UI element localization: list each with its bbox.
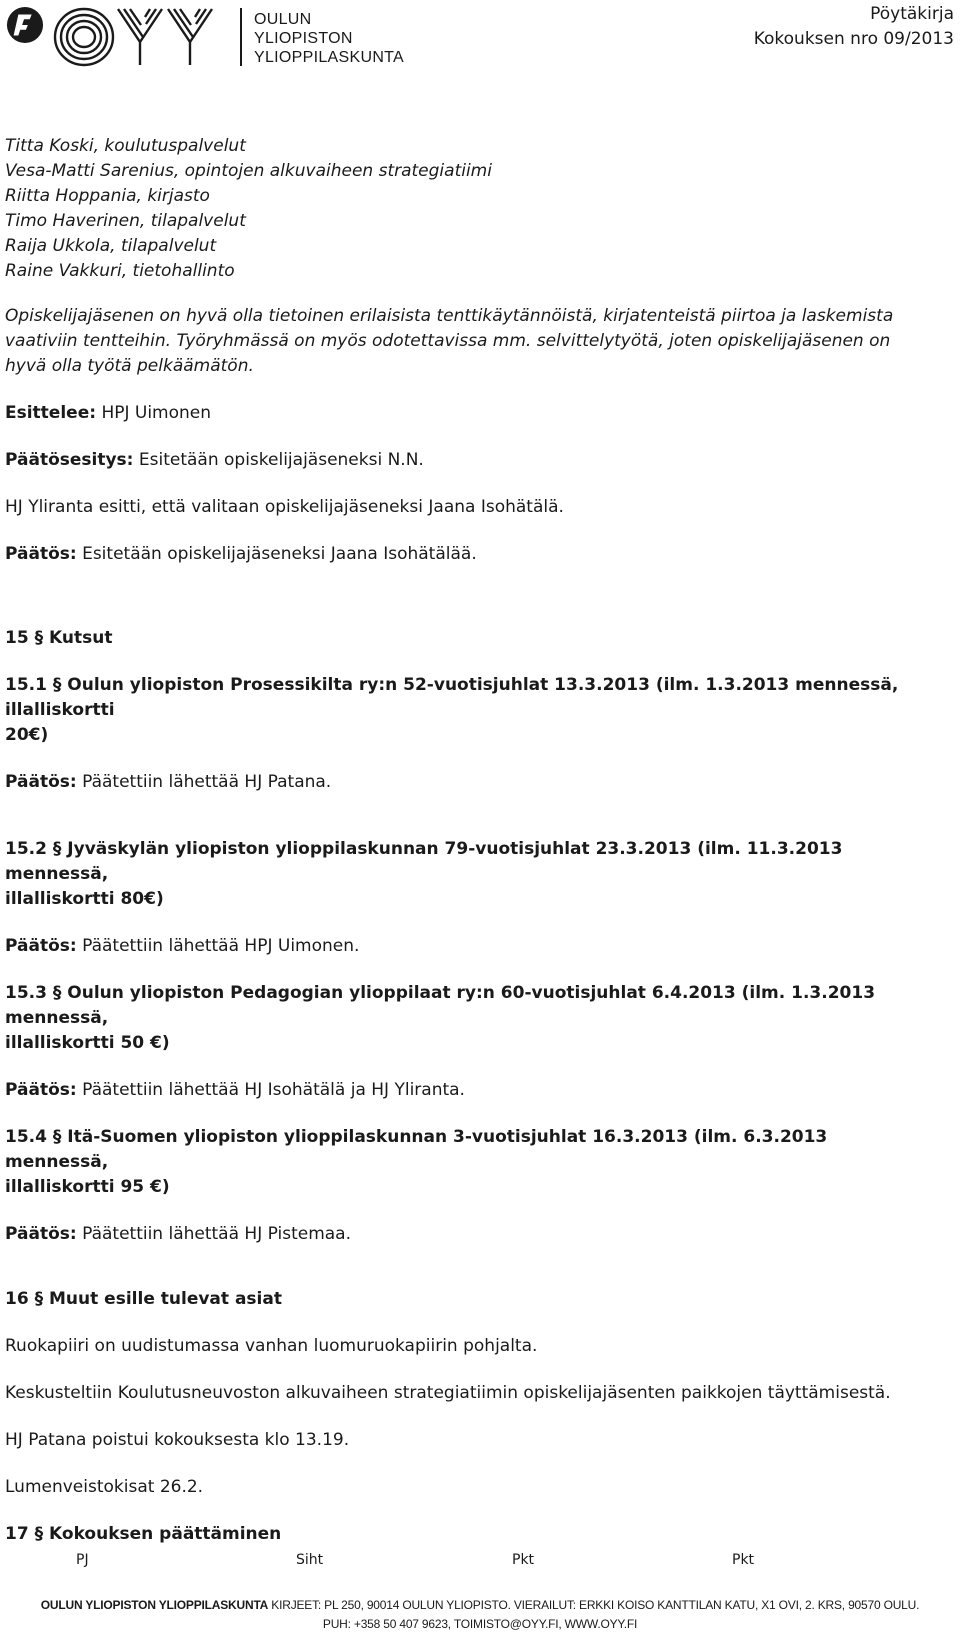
section-title: Kutsut [49, 628, 113, 648]
footer-org: OULUN YLIOPISTON YLIOPPILASKUNTA [40, 1598, 269, 1612]
member-name: Riitta Hoppania, kirjasto [5, 186, 210, 206]
section-number: 15 [5, 628, 29, 648]
item-number: 15.1 [5, 675, 47, 695]
member-name: Timo Haverinen, tilapalvelut [5, 211, 246, 231]
decision-label: Päätös: [5, 772, 77, 792]
oyy-wordmark-icon [52, 6, 228, 68]
logo-divider [240, 8, 242, 66]
signature-label: Pkt [512, 1552, 535, 1568]
member-name: Raine Vakkuri, tietohallinto [5, 261, 235, 281]
presenter-line [5, 401, 915, 426]
signature-label: Pkt [732, 1552, 755, 1568]
section-sign-icon: § [34, 628, 44, 648]
page-footer [0, 1596, 960, 1634]
section-number: 17 [5, 1524, 29, 1544]
document-header [754, 2, 954, 52]
item-heading [5, 981, 915, 1056]
proposal-label: Päätösesitys: [5, 450, 134, 470]
student-member-note: Opiskelijajäsenen on hyvä olla tietoinen erilaisista tenttikäytännöistä, kirjatenteistä piirtoa ja laskemista vaativiin tentteihin. Työryhmässä on myös odotettavissa mm. selvittelytyötä, joten opiskelijajäsenen on hyvä olla työtä pelkäämätön. [5, 306, 894, 376]
logo [6, 6, 404, 68]
presenter-label: Esittelee: [5, 403, 97, 423]
item-title: Oulun yliopiston Pedagogian ylioppilaat ry:n 60-vuotisjuhlat 6.4.2013 (ilm. 1.3.2013 mennessä, [5, 983, 876, 1028]
member-name: Raija Ukkola, tilapalvelut [5, 236, 217, 256]
decision-line [5, 770, 915, 795]
item-title-continued: 20€) [5, 725, 49, 745]
footer-address: KIRJEET: PL 250, 90014 OULUN YLIOPISTO. VIERAILUT: ERKKI KOISO KANTTILAN KATU, X1 OVI, 2. KRS, 90570 OULU. [271, 1598, 920, 1612]
paragraph: Keskusteltiin Koulutusneuvoston alkuvaiheen strategiatiimin opiskelijajäsenten paikkojen täyttämisestä. [5, 1383, 891, 1403]
decision-label: Päätös: [5, 1224, 77, 1244]
oulu-emblem-icon [6, 6, 44, 44]
decision-label: Päätös: [5, 1080, 77, 1100]
decision-line [5, 934, 915, 959]
item-title-continued: illalliskortti 95 €) [5, 1177, 170, 1197]
section-sign-icon: § [52, 839, 62, 859]
section-sign-icon: § [52, 983, 62, 1003]
decision-label: Päätös: [5, 544, 77, 564]
document-type: Pöytäkirja [870, 4, 954, 24]
logo-line: YLIOPPILASKUNTA [254, 49, 405, 66]
section-sign-icon: § [34, 1524, 44, 1544]
logo-line: OULUN [254, 11, 312, 28]
item-title: Itä-Suomen yliopiston ylioppilaskunnan 3-vuotisjuhlat 16.3.2013 (ilm. 6.3.2013 mennessä, [5, 1127, 828, 1172]
item-number: 15.4 [5, 1127, 47, 1147]
item-heading [5, 837, 915, 912]
presenter-text: HPJ Uimonen [101, 403, 212, 423]
member-name: Titta Koski, koulutuspalvelut [5, 136, 246, 156]
section-heading [5, 626, 915, 651]
section-heading [5, 1287, 915, 1312]
section-heading [5, 1522, 915, 1547]
item-heading [5, 673, 915, 748]
meeting-number: Kokouksen nro 09/2013 [753, 29, 954, 49]
footer-contact: PUH: +358 50 407 9623, TOIMISTO@OYY.FI, WWW.OYY.FI [322, 1617, 638, 1631]
item-title-continued: illalliskortti 80€) [5, 889, 164, 909]
item-number: 15.2 [5, 839, 47, 859]
item-title-continued: illalliskortti 50 €) [5, 1033, 170, 1053]
decision-label: Päätös: [5, 936, 77, 956]
item-title: Oulun yliopiston Prosessikilta ry:n 52-vuotisjuhlat 13.3.2013 (ilm. 1.3.2013 mennessä, illalliskortti [5, 675, 899, 720]
paragraph: Ruokapiiri on uudistumassa vanhan luomuruokapiirin pohjalta. [5, 1336, 538, 1356]
motion-text: HJ Yliranta esitti, että valitaan opiskelijajäseneksi Jaana Isohätälä. [5, 497, 564, 517]
section-title: Kokouksen päättäminen [49, 1524, 282, 1544]
paragraph: HJ Patana poistui kokouksesta klo 13.19. [5, 1430, 350, 1450]
decision-line [5, 1078, 915, 1103]
section-title: Muut esille tulevat asiat [49, 1289, 282, 1309]
item-title: Jyväskylän yliopiston ylioppilaskunnan 79-vuotisjuhlat 23.3.2013 (ilm. 11.3.2013 mennessä, [5, 839, 843, 884]
decision-line [5, 542, 915, 567]
decision-text: Päätettiin lähettää HJ Patana. [82, 772, 332, 792]
signature-label: Siht [296, 1552, 324, 1568]
section-sign-icon: § [34, 1289, 44, 1309]
paragraph: Lumenveistokisat 26.2. [5, 1477, 204, 1497]
item-heading [5, 1125, 915, 1200]
proposal-line [5, 448, 915, 473]
decision-text: Esitetään opiskelijajäseneksi Jaana Isohätälää. [82, 544, 477, 564]
document-body [5, 134, 915, 1547]
logo-text [254, 6, 404, 67]
decision-text: Päätettiin lähettää HPJ Uimonen. [82, 936, 360, 956]
decision-text: Päätettiin lähettää HJ Isohätälä ja HJ Yliranta. [82, 1080, 465, 1100]
item-number: 15.3 [5, 983, 47, 1003]
proposal-text: Esitetään opiskelijajäseneksi N.N. [138, 450, 424, 470]
section-sign-icon: § [52, 1127, 62, 1147]
member-name: Vesa-Matti Sarenius, opintojen alkuvaiheen strategiatiimi [5, 161, 492, 181]
footer-line [0, 1596, 960, 1615]
section-number: 16 [5, 1289, 29, 1309]
decision-line [5, 1222, 915, 1247]
section-sign-icon: § [52, 675, 62, 695]
member-list [5, 134, 915, 284]
decision-text: Päätettiin lähettää HJ Pistemaa. [82, 1224, 352, 1244]
logo-line: YLIOPISTON [254, 30, 353, 47]
signature-label: PJ [76, 1552, 89, 1568]
